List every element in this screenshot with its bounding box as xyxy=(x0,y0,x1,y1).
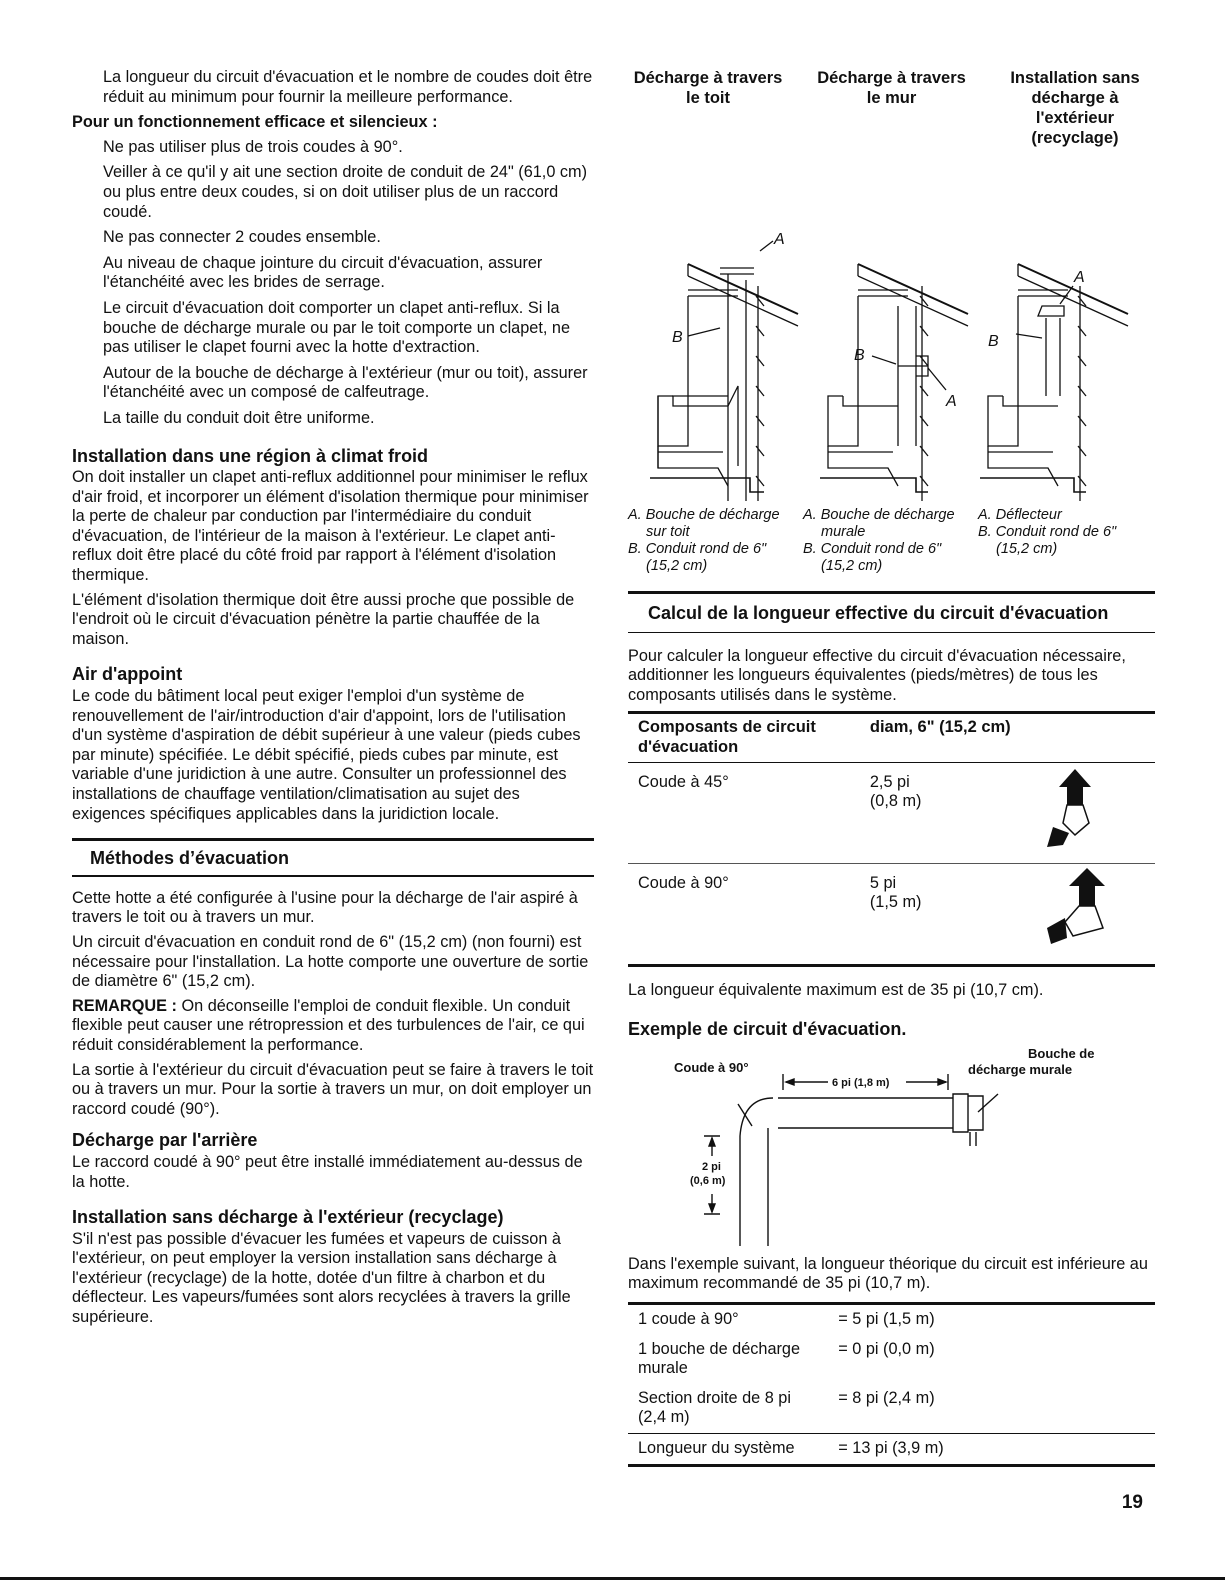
legend-item: B. Conduit rond de 6" (15,2 cm) xyxy=(803,541,942,574)
example-wallcap-label-2: décharge murale xyxy=(968,1061,1073,1077)
page-number: 19 xyxy=(1121,1492,1143,1513)
left-column xyxy=(72,68,594,1333)
roof-legend xyxy=(628,507,803,575)
legend-item: B. Conduit rond de 6" (15,2 cm) xyxy=(628,541,767,574)
component-length-ft: 5 pi xyxy=(869,873,897,892)
recycle-label-a: A xyxy=(1074,269,1085,286)
methods-paragraph-3: La sortie à l'extérieur du circuit d'évacuation peut se faire à travers le toit ou à travers un mur. Pour la sortie à travers un mur, on doit employer un raccord coudé (90°). xyxy=(72,1060,594,1118)
components-table xyxy=(628,711,1155,966)
bottom-rule xyxy=(0,1577,1225,1580)
list-item: Ne pas connecter 2 coudes ensemble. xyxy=(103,228,381,247)
methods-paragraph-2: Un circuit d'évacuation en conduit rond de 6" (15,2 cm) (non fourni) est nécessaire pour l'installation. La hotte comporte une ouverture de sortie de diamètre 6" (15,2 cm). xyxy=(72,932,589,991)
table-row xyxy=(628,1335,1155,1384)
example-vertical-label-1: 2 pi xyxy=(702,1160,721,1173)
recycle-legend xyxy=(978,507,1153,575)
efficient-heading: Pour un fonctionnement efficace et silencieux : xyxy=(72,113,438,132)
right-column xyxy=(628,68,1155,1467)
recirculation-heading: Installation sans décharge à l'extérieur (recyclage) xyxy=(72,1207,504,1228)
list-item: Au niveau de chaque jointure du circuit d'évacuation, assurer l'étanchéité avec les brides de serrage. xyxy=(103,253,543,292)
max-length-note: La longueur équivalente maximum est de 35 pi (10,7 cm). xyxy=(628,980,1044,999)
intro-paragraph: La longueur du circuit d'évacuation et le nombre de coudes doit être réduit au minimum pour fournir la meilleure performance. xyxy=(103,68,593,106)
list-item: La taille du conduit doit être uniforme. xyxy=(103,408,375,427)
total-value: = 13 pi (3,9 m) xyxy=(828,1433,1155,1465)
calc-label: 1 coude à 90° xyxy=(628,1303,828,1334)
recirculation-paragraph: S'il n'est pas possible d'évacuer les fumées et vapeurs de cuisson à l'extérieur, on peut employer la version installation sans décharge à l'extérieur (recyclage) de la hotte, dotée d'un filtre à charbon et du déflecteur. Les vapeurs/fumées sont alors recyclées à travers la grille supérieure. xyxy=(72,1229,571,1327)
calc-label: 1 bouche de décharge murale xyxy=(638,1339,801,1378)
diagram-legends xyxy=(628,507,1155,575)
cold-climate-paragraph-1: On doit installer un clapet anti-reflux additionnel pour minimiser le reflux d'air froid, et incorporer un élément d'isolation thermique pour minimiser la perte de chaleur par conduction par l'intermédiaire du conduit d'évacuation, de l'intérieur de la maison à l'extérieur. Le clapet anti-reflux doit être placé du côté froid par rapport à l'élément d'isolation thermique. xyxy=(72,468,589,585)
table-row xyxy=(628,863,1155,965)
elbow-90-icon xyxy=(1043,866,1117,948)
list-item: Ne pas utiliser plus de trois coudes à 90°. xyxy=(103,137,403,156)
roof-label-b: B xyxy=(672,329,683,346)
table-row xyxy=(628,1384,1155,1434)
effective-length-intro: Pour calculer la longueur effective du circuit d'évacuation nécessaire, additionner les longueurs équivalentes (pieds/mètres) de tous les composants utilisés dans le système. xyxy=(628,646,1126,704)
example-straight-label: 6 pi (1,8 m) xyxy=(832,1076,890,1089)
total-label: Longueur du système xyxy=(628,1433,828,1465)
table-row xyxy=(628,1303,1155,1334)
cold-climate-paragraph-2: L'élément d'isolation thermique doit être aussi proche que possible de l'endroit où le circuit d'évacuation pénètre la partie chauffée de la maison. xyxy=(72,590,575,648)
component-length-m: (0,8 m) xyxy=(869,792,922,811)
calc-value: = 8 pi (2,4 m) xyxy=(838,1388,935,1407)
list-item: Veiller à ce qu'il y ait une section droite de conduit de 24" (61,0 cm) ou plus entre deux coudes, si on doit utiliser plus de un raccord coudé. xyxy=(103,163,588,221)
legend-item: A. Bouche de décharge murale xyxy=(803,507,955,540)
roof-discharge-diagram xyxy=(650,241,798,501)
diagram-headings xyxy=(628,68,1155,148)
elbow-45-icon xyxy=(1045,765,1115,847)
diameter-column-header: diam, 6" (15,2 cm) xyxy=(860,713,1155,762)
example-wallcap-label-1: Bouche de xyxy=(1028,1045,1095,1061)
component-name: Coude à 90° xyxy=(628,863,860,965)
wall-label-b: B xyxy=(854,347,865,364)
example-paragraph: Dans l'exemple suivant, la longueur théorique du circuit est inférieure au maximum recommandé de 35 pi (10,7 m). xyxy=(628,1254,1148,1293)
remark-label: REMARQUE : xyxy=(72,996,177,1015)
remark-paragraph xyxy=(72,997,594,1056)
table-row xyxy=(628,1433,1155,1465)
example-heading: Exemple de circuit d'évacuation. xyxy=(628,1019,907,1040)
list-item: Le circuit d'évacuation doit comporter un clapet anti-reflux. Si la bouche de décharge murale ou par le toit comporte un clapet, ne pas utiliser le clapet fourni avec la hotte d'extraction. xyxy=(103,298,571,357)
roof-label-a: A xyxy=(774,231,785,248)
example-vent-diagram xyxy=(628,1046,1155,1251)
calc-label: Section droite de 8 pi (2,4 m) xyxy=(638,1388,791,1427)
makeup-air-paragraph: Le code du bâtiment local peut exiger l'emploi d'un système de renouvellement de l'air/introduction d'air d'appoint, lors de l'utilisation d'un système d'aspiration de débit supérieur à une valeur (pieds cubes par minute) spécifiée. Le débit spécifié, pieds cubes par minute, est variable d'une juridiction à une autre. Consulter un professionnel des installations de chauffage ventilation/climatisation au sujet des exigences spécifiques applicables dans la juridiction locale. xyxy=(72,687,581,823)
component-length-ft: 2,5 pi xyxy=(869,772,910,791)
remark-text: On déconseille l'emploi de conduit flexible. Un conduit flexible peut causer une rétropression et des turbulences de l'air, ce qui réduit considérablement la performance. xyxy=(72,996,585,1054)
component-length-m: (1,5 m) xyxy=(869,893,922,912)
venting-methods-heading: Méthodes d’évacuation xyxy=(72,838,594,877)
rear-discharge-heading: Décharge par l'arrière xyxy=(72,1130,258,1151)
calc-value: = 0 pi (0,0 m) xyxy=(838,1339,935,1358)
list-item: Autour de la bouche de décharge à l'extérieur (mur ou toit), assurer l'étanchéité avec un composé de calfeutrage. xyxy=(103,363,588,402)
calc-value: = 5 pi (1,5 m) xyxy=(828,1303,1155,1334)
components-column-header: Composants de circuit d'évacuation xyxy=(628,713,860,762)
methods-paragraph-1: Cette hotte a été configurée à l'usine pour la décharge de l'air aspiré à travers le toit ou à travers un mur. xyxy=(72,888,578,927)
legend-item: A. Déflecteur xyxy=(978,507,1062,523)
example-elbow-label: Coude à 90° xyxy=(674,1059,749,1075)
installation-diagrams xyxy=(628,156,1155,501)
example-vertical-label-2: (0,6 m) xyxy=(690,1174,726,1187)
wall-discharge-diagram xyxy=(820,264,968,501)
legend-item: A. Bouche de décharge sur toit xyxy=(628,507,780,540)
cold-climate-heading: Installation dans une région à climat froid xyxy=(72,445,429,466)
table-row xyxy=(628,762,1155,863)
calculation-table xyxy=(628,1302,1155,1467)
recycle-label-b: B xyxy=(988,333,999,350)
rear-discharge-paragraph: Le raccord coudé à 90° peut être installé immédiatement au-dessus de la hotte. xyxy=(72,1152,583,1191)
makeup-air-heading: Air d'appoint xyxy=(72,664,183,685)
recirculation-diagram xyxy=(980,264,1128,501)
component-name: Coude à 45° xyxy=(628,762,860,863)
legend-item: B. Conduit rond de 6" (15,2 cm) xyxy=(978,524,1117,557)
recirculation-diagram-heading: Installation sans décharge à l'extérieur (recyclage) xyxy=(1010,69,1140,147)
wall-discharge-heading: Décharge à travers le mur xyxy=(817,69,966,107)
effective-length-heading: Calcul de la longueur effective du circuit d'évacuation xyxy=(628,591,1155,633)
roof-discharge-heading: Décharge à travers le toit xyxy=(633,69,783,107)
wall-legend xyxy=(803,507,978,575)
wall-label-a: A xyxy=(946,393,957,410)
